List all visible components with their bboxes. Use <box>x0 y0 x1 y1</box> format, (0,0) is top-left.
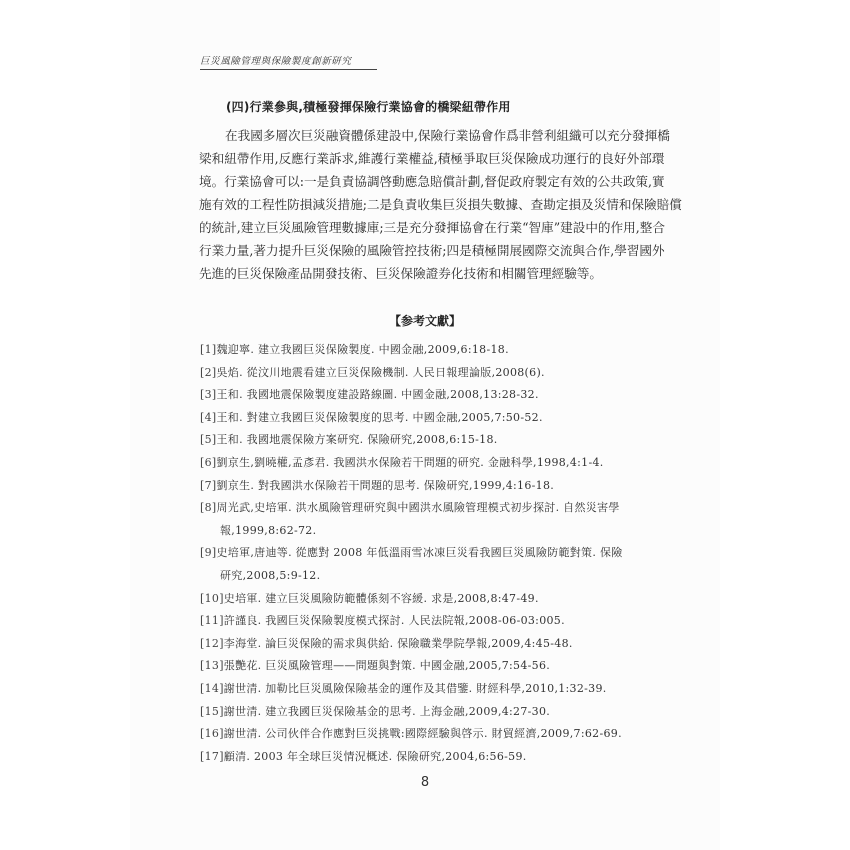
reference-text: 王和. 我國地震保險方案研究. 保險研究,2008,6:15-18. <box>216 433 498 447</box>
reference-continuation: 研究,2008,5:9-12. <box>220 568 321 582</box>
reference-number: [14] <box>200 681 224 695</box>
reference-number: [4] <box>200 410 217 424</box>
reference-text: 謝世清. 加勒比巨災風險保險基金的運作及其借鑒. 財經科學,2010,1:32-39. <box>223 681 607 695</box>
reference-number: [1] <box>200 343 217 356</box>
running-header: 巨災風險管理與保險製度創新研究 <box>200 53 377 70</box>
reference-text: 王和. 我國地震保險製度建設路線圖. 中國金融,2008,13:28-32. <box>216 388 539 402</box>
reference-number: [17] <box>200 749 224 763</box>
paragraph-line: 在我國多層次巨災融資體係建設中,保險行業協會作爲非營利組織可以充分發揮橋 <box>225 128 670 143</box>
reference-text: 李海堂. 論巨災保險的需求與供給. 保險職業學院學報,2009,4:45-48. <box>223 636 573 650</box>
reference-number: [6] <box>200 455 217 469</box>
reference-item <box>200 475 660 498</box>
paragraph-line: 先進的巨災保險產品開發技術、巨災保險證券化技術和相關管理經驗等。 <box>199 266 602 281</box>
paragraph-line: 的統計,建立巨災風險管理數據庫;三是充分發揮協會在行業“智庫”建設中的作用,整合 <box>199 220 665 235</box>
reference-item <box>200 429 660 452</box>
references-list <box>200 339 660 768</box>
reference-number: [3] <box>200 388 217 402</box>
reference-text: 周光武,史培軍. 洪水風險管理研究與中國洪水風險管理模式初步探討. 自然災害學 <box>216 501 620 515</box>
body-paragraph <box>199 124 682 285</box>
reference-text: 許謹良. 我國巨災保險製度模式探討. 人民法院報,2008-06-03:005. <box>223 614 565 628</box>
paragraph-line: 梁和紐帶作用,反應行業訴求,維護行業權益,積極爭取巨災保險成功運行的良好外部環 <box>199 151 665 166</box>
reference-item <box>200 746 660 769</box>
reference-text: 史培軍. 建立巨災風險防範體係刻不容緩. 求是,2008,8:47-49. <box>223 591 539 605</box>
reference-number: [9] <box>200 546 217 560</box>
reference-number: [5] <box>200 433 217 447</box>
reference-item <box>200 384 660 407</box>
paragraph-line: 境。行業協會可以:一是負責協調啓動應急賠償計劃,督促政府製定有效的公共政策,實 <box>199 174 665 189</box>
reference-item <box>200 610 660 633</box>
reference-number: [15] <box>200 704 224 718</box>
reference-item <box>200 542 660 565</box>
reference-number: [2] <box>200 365 217 379</box>
reference-text: 張艷花. 巨災風險管理——問題與對策. 中國金融,2005,7:54-56. <box>223 659 551 673</box>
reference-item <box>200 723 660 746</box>
reference-number: [12] <box>200 636 224 650</box>
reference-item <box>200 633 660 656</box>
reference-text: 顧清. 2003 年全球巨災情況概述. 保險研究,2004,6:56-59. <box>223 749 527 763</box>
reference-text: 吳焰. 從汶川地震看建立巨災保險機制. 人民日報理論版,2008(6). <box>216 365 545 379</box>
reference-number: [13] <box>200 659 224 673</box>
reference-number: [16] <box>200 727 224 741</box>
reference-text: 劉京生,劉曉權,孟彥君. 我國洪水保險若干問題的研究. 金融科學,1998,4:1-4. <box>216 455 604 469</box>
paragraph-line: 行業力量,著力提升巨災保險的風險管控技術;四是積極開展國際交流與合作,學習國外 <box>199 243 665 258</box>
reference-item <box>200 678 660 701</box>
reference-item <box>200 497 660 520</box>
reference-text: 劉京生. 對我國洪水保險若干問題的思考. 保險研究,1999,4:16-18. <box>216 478 555 492</box>
page-number: 8 <box>420 775 430 790</box>
reference-number: [10] <box>200 591 224 605</box>
reference-text: 謝世清. 建立我國巨災保險基金的思考. 上海金融,2009,4:27-30. <box>223 704 551 718</box>
reference-text: 魏迎寧. 建立我國巨災保險製度. 中國金融,2009,6:18-18. <box>216 343 509 356</box>
reference-number: [7] <box>200 478 217 492</box>
section-heading: (四)行業參與,積極發揮保險行業協會的橋梁紐帶作用 <box>226 100 511 114</box>
paragraph-line: 施有效的工程性防損減災措施;二是負責收集巨災損失數據、查勘定損及災情和保險賠償 <box>199 197 682 212</box>
reference-item <box>200 407 660 430</box>
reference-number: [11] <box>200 614 224 628</box>
reference-text: 謝世清. 公司伙伴合作應對巨災挑戰:國際經驗與啓示. 財貿經濟,2009,7:62-69. <box>223 727 622 741</box>
reference-item <box>200 362 660 385</box>
reference-item <box>200 655 660 678</box>
reference-item <box>200 452 660 475</box>
reference-number: [8] <box>200 501 217 515</box>
reference-text: 史培軍,唐迪等. 從應對 2008 年低溫雨雪冰凍巨災看我國巨災風險防範對策. 保險 <box>216 546 623 560</box>
reference-continuation: 報,1999,8:62-72. <box>220 523 317 537</box>
reference-text: 王和. 對建立我國巨災保險製度的思考. 中國金融,2005,7:50-52. <box>216 410 543 424</box>
reference-item <box>200 701 660 724</box>
reference-item <box>200 588 660 611</box>
references-title: 【参考文獻】 <box>388 314 461 328</box>
reference-item <box>200 339 660 362</box>
